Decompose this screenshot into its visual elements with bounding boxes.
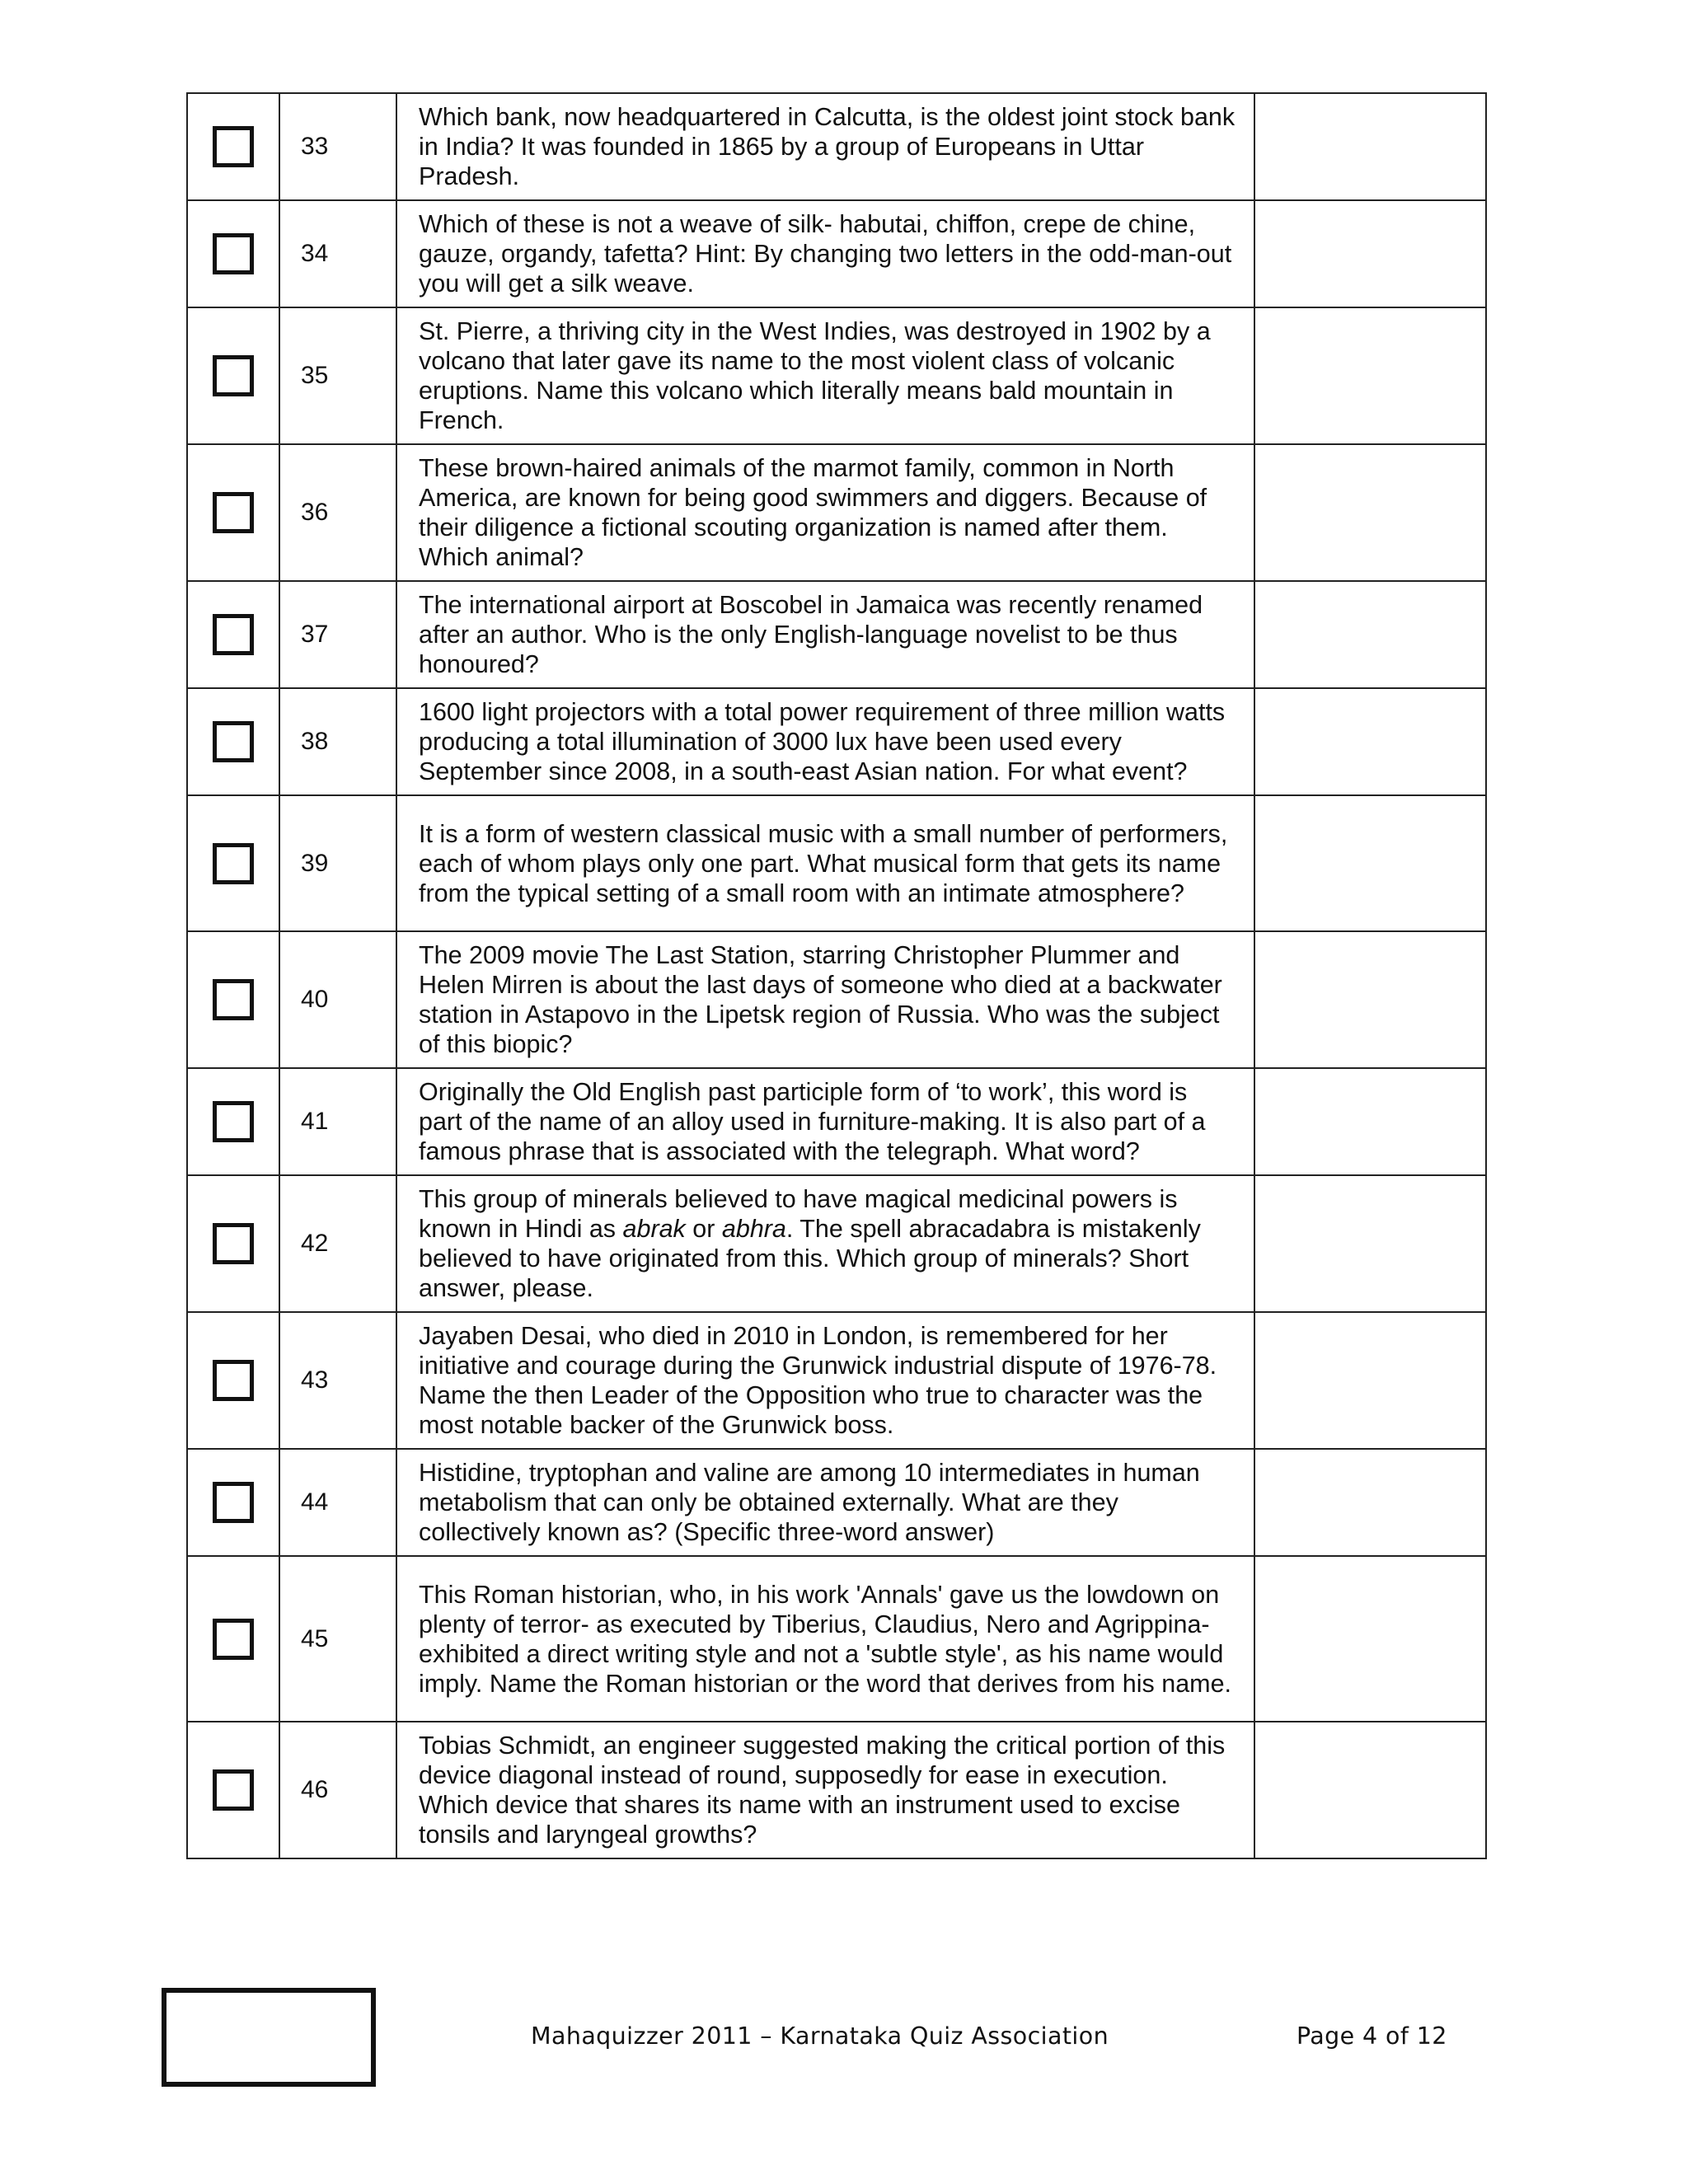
question-row-35 bbox=[187, 307, 1486, 444]
checkbox-cell bbox=[187, 93, 279, 200]
question-row-36 bbox=[187, 444, 1486, 581]
question-row-34 bbox=[187, 200, 1486, 307]
checkbox-cell bbox=[187, 1449, 279, 1556]
question-row-45 bbox=[187, 1556, 1486, 1722]
answer-checkbox[interactable] bbox=[213, 233, 254, 274]
question-text-italic: abhra bbox=[721, 1215, 786, 1243]
question-row-41 bbox=[187, 1068, 1486, 1175]
question-row-33 bbox=[187, 93, 1486, 200]
answer-checkbox[interactable] bbox=[213, 1769, 254, 1811]
question-text-part: This group of minerals believed to have magical medicinal powers is known in Hindi as bbox=[419, 1185, 1178, 1243]
questions-table bbox=[186, 92, 1487, 1859]
checkbox-cell bbox=[187, 931, 279, 1068]
answer-cell[interactable] bbox=[1254, 93, 1486, 200]
answer-cell[interactable] bbox=[1254, 1722, 1486, 1858]
question-text: It is a form of western classical music with a small number of performers, each of whom plays only one part. What musical form that gets its name from the typical setting of a small room with an intimate atmosphere? bbox=[396, 795, 1254, 931]
question-number: 34 bbox=[279, 200, 396, 307]
answer-cell[interactable] bbox=[1254, 1449, 1486, 1556]
checkbox-cell bbox=[187, 1556, 279, 1722]
question-text: 1600 light projectors with a total power requirement of three million watts producing a total illumination of 3000 lux have been used every September since 2008, in a south-east Asian nation. For what event? bbox=[396, 688, 1254, 795]
answer-cell[interactable] bbox=[1254, 1175, 1486, 1312]
question-text: Histidine, tryptophan and valine are among 10 intermediates in human metabolism that can only be obtained externally. What are they collectively known as? (Specific three-word answer) bbox=[396, 1449, 1254, 1556]
checkbox-cell bbox=[187, 688, 279, 795]
question-row-46 bbox=[187, 1722, 1486, 1858]
question-text: The 2009 movie The Last Station, starring Christopher Plummer and Helen Mirren is about the last days of someone who died at a backwater station in Astapovo in the Lipetsk region of Russia. Who was the subject of this biopic? bbox=[396, 931, 1254, 1068]
answer-cell[interactable] bbox=[1254, 1556, 1486, 1722]
answer-checkbox[interactable] bbox=[213, 126, 254, 167]
question-text: St. Pierre, a thriving city in the West Indies, was destroyed in 1902 by a volcano that later gave its name to the most violent class of volcanic eruptions. Name this volcano which literally means bald mountain in French. bbox=[396, 307, 1254, 444]
question-text: Which bank, now headquartered in Calcutta, is the oldest joint stock bank in India? It was founded in 1865 by a group of Europeans in Uttar Pradesh. bbox=[396, 93, 1254, 200]
answer-checkbox[interactable] bbox=[213, 721, 254, 762]
answer-cell[interactable] bbox=[1254, 1312, 1486, 1449]
question-number: 44 bbox=[279, 1449, 396, 1556]
question-text: Originally the Old English past participle form of ‘to work’, this word is part of the name of an alloy used in furniture-making. It is also part of a famous phrase that is associated with the telegraph. What word? bbox=[396, 1068, 1254, 1175]
question-row-42 bbox=[187, 1175, 1486, 1312]
answer-checkbox[interactable] bbox=[213, 1482, 254, 1523]
answer-cell[interactable] bbox=[1254, 307, 1486, 444]
question-number: 37 bbox=[279, 581, 396, 688]
question-number: 39 bbox=[279, 795, 396, 931]
question-row-38 bbox=[187, 688, 1486, 795]
answer-cell[interactable] bbox=[1254, 444, 1486, 581]
question-number: 46 bbox=[279, 1722, 396, 1858]
question-number: 42 bbox=[279, 1175, 396, 1312]
checkbox-cell bbox=[187, 795, 279, 931]
answer-cell[interactable] bbox=[1254, 795, 1486, 931]
answer-cell[interactable] bbox=[1254, 200, 1486, 307]
footer-title: Mahaquizzer 2011 – Karnataka Quiz Association bbox=[531, 2022, 1109, 2050]
answer-cell[interactable] bbox=[1254, 1068, 1486, 1175]
question-number: 33 bbox=[279, 93, 396, 200]
question-text-italic: abrak bbox=[622, 1215, 686, 1243]
checkbox-cell bbox=[187, 1722, 279, 1858]
question-text: Which of these is not a weave of silk- habutai, chiffon, crepe de chine, gauze, organdy, tafetta? Hint: By changing two letters in the odd-man-out you will get a silk weave. bbox=[396, 200, 1254, 307]
question-row-37 bbox=[187, 581, 1486, 688]
question-row-39 bbox=[187, 795, 1486, 931]
page-number: Page 4 of 12 bbox=[1296, 2022, 1447, 2050]
question-number: 41 bbox=[279, 1068, 396, 1175]
answer-checkbox[interactable] bbox=[213, 614, 254, 655]
answer-checkbox[interactable] bbox=[213, 1223, 254, 1264]
checkbox-cell bbox=[187, 1312, 279, 1449]
checkbox-cell bbox=[187, 581, 279, 688]
question-text: These brown-haired animals of the marmot family, common in North America, are known for being good swimmers and diggers. Because of their diligence a fictional scouting organization is named after them. Which animal? bbox=[396, 444, 1254, 581]
question-number: 36 bbox=[279, 444, 396, 581]
question-row-44 bbox=[187, 1449, 1486, 1556]
question-number: 35 bbox=[279, 307, 396, 444]
question-number: 43 bbox=[279, 1312, 396, 1449]
answer-cell[interactable] bbox=[1254, 688, 1486, 795]
answer-cell[interactable] bbox=[1254, 581, 1486, 688]
answer-checkbox[interactable] bbox=[213, 355, 254, 396]
question-text-part: or bbox=[685, 1215, 722, 1243]
question-text: This Roman historian, who, in his work 'Annals' gave us the lowdown on plenty of terror- as executed by Tiberius, Claudius, Nero and Agrippina- exhibited a direct writing style and not a 'subtle style', as his name would imply. Name the Roman historian or the word that derives from his name. bbox=[396, 1556, 1254, 1722]
question-text: The international airport at Boscobel in Jamaica was recently renamed after an author. Who is the only English-language novelist to be thus honoured? bbox=[396, 581, 1254, 688]
question-row-40 bbox=[187, 931, 1486, 1068]
answer-cell[interactable] bbox=[1254, 931, 1486, 1068]
checkbox-cell bbox=[187, 200, 279, 307]
answer-checkbox[interactable] bbox=[213, 1360, 254, 1401]
question-text bbox=[396, 1175, 1254, 1312]
question-number: 45 bbox=[279, 1556, 396, 1722]
question-text: Tobias Schmidt, an engineer suggested making the critical portion of this device diagonal instead of round, supposedly for ease in execution. Which device that shares its name with an instrument used to excise tonsils and laryngeal growths? bbox=[396, 1722, 1254, 1858]
question-text-part: . The spell abracadabra is mistakenly believed to have originated from this. Which group of minerals? Short answer, please. bbox=[419, 1215, 1201, 1302]
checkbox-cell bbox=[187, 1068, 279, 1175]
checkbox-cell bbox=[187, 307, 279, 444]
answer-checkbox[interactable] bbox=[213, 1619, 254, 1660]
checkbox-cell bbox=[187, 444, 279, 581]
score-box bbox=[162, 1988, 376, 2087]
answer-checkbox[interactable] bbox=[213, 979, 254, 1020]
checkbox-cell bbox=[187, 1175, 279, 1312]
answer-checkbox[interactable] bbox=[213, 492, 254, 533]
question-number: 38 bbox=[279, 688, 396, 795]
answer-checkbox[interactable] bbox=[213, 1101, 254, 1142]
question-row-43 bbox=[187, 1312, 1486, 1449]
answer-checkbox[interactable] bbox=[213, 843, 254, 884]
question-number: 40 bbox=[279, 931, 396, 1068]
question-text: Jayaben Desai, who died in 2010 in London, is remembered for her initiative and courage during the Grunwick industrial dispute of 1976-78. Name the then Leader of the Opposition who true to character was the most notable backer of the Grunwick boss. bbox=[396, 1312, 1254, 1449]
